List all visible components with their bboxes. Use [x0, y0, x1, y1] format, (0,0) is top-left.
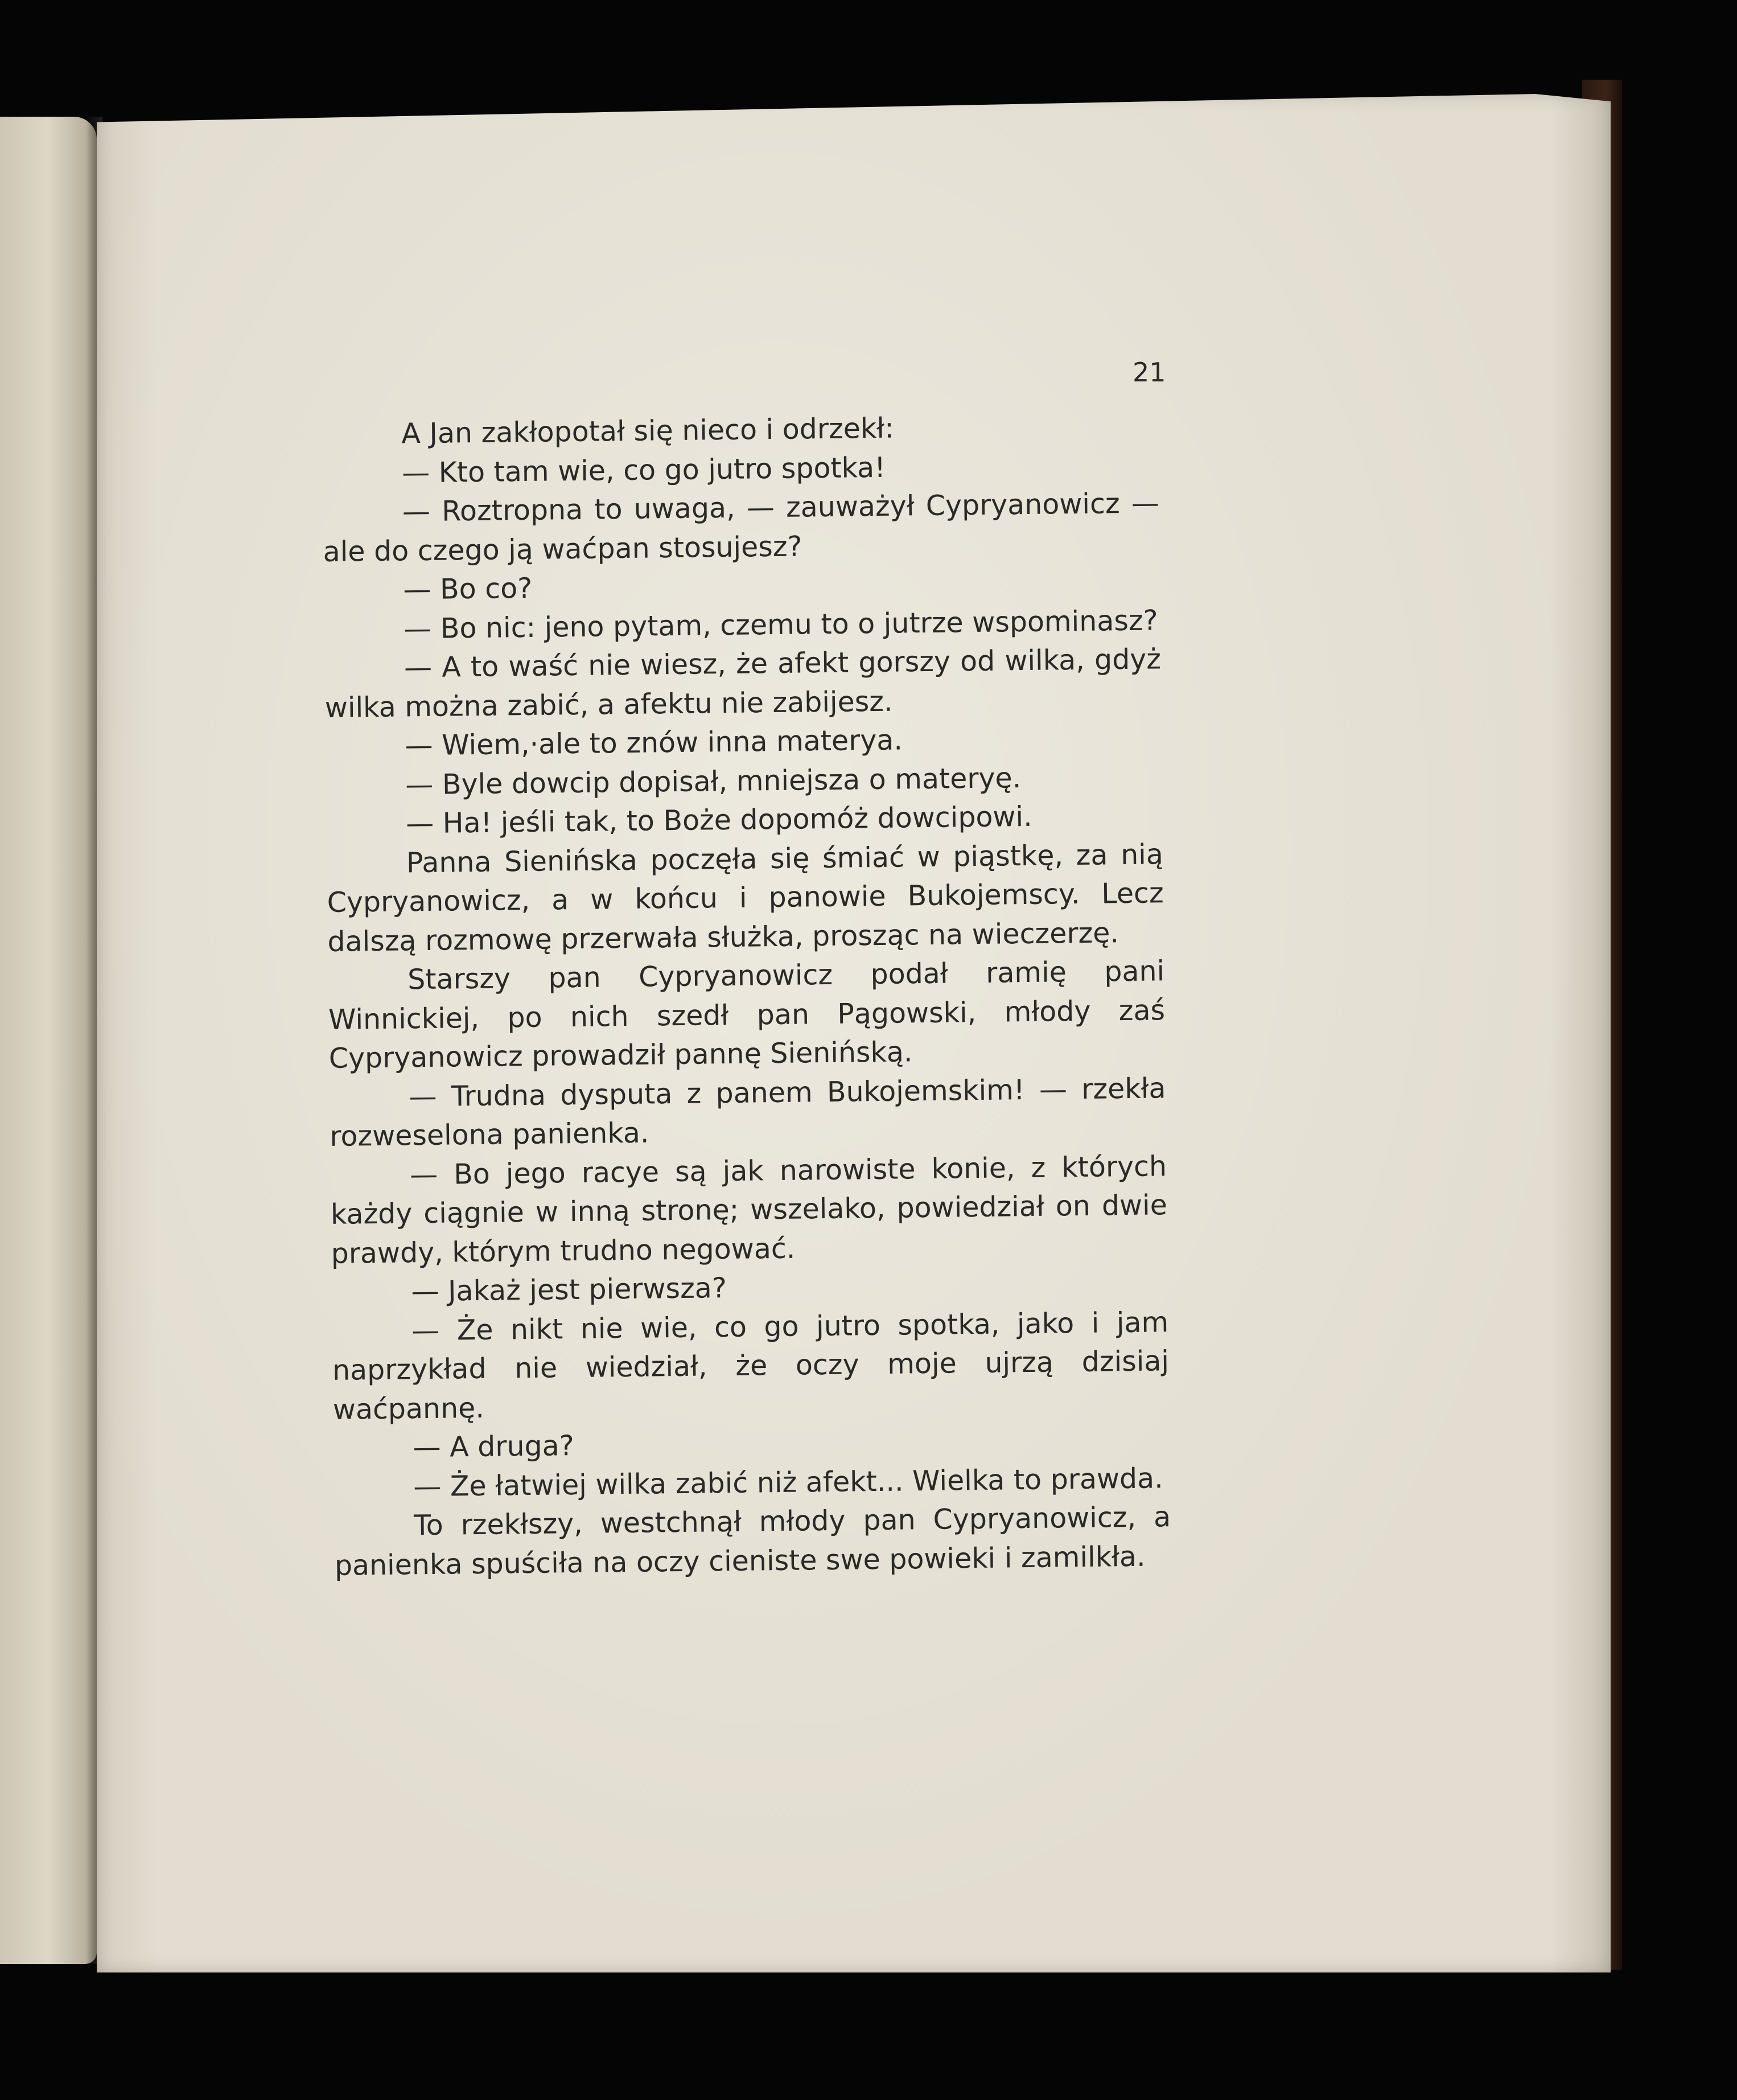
paragraph: — Bo jego racye są jak narowiste konie, z których każdy ciągnie w inną stronę; wszelako, powiedział on dwie prawdy, którym trudno negować. — [330, 1149, 1168, 1270]
paragraph: Starszy pan Cypryanowicz podał ramię pani Winnickiej, po nich szedł pan Pągowski, młody zaś Cypryanowicz prowadził pannę Sienińską. — [328, 955, 1166, 1075]
paragraph: — A druga? — [413, 1429, 575, 1464]
paragraph: — Bo nic: jeno pytam, czemu to o jutrze wspominasz? — [403, 603, 1158, 645]
paragraph: — Trudna dysputa z panem Bukojemskim! — rzekła rozweselona panienka. — [330, 1071, 1166, 1153]
paragraph: To rzekłszy, westchnął młody pan Cypryanowicz, a panienka spuściła na oczy cieniste swe powieki i zamilkła. — [334, 1501, 1171, 1582]
paragraph: — Bo co? — [403, 572, 533, 606]
paragraph: Panna Sienińska poczęła się śmiać w piąstkę, za nią Cypryanowicz, a w końcu i panowie Bukojemscy. Lecz dalszą rozmowę przerwała służka, prosząc na wieczerzę. — [327, 837, 1164, 958]
paragraph: — Że łatwiej wilka zabić niż afekt... Wielka to prawda. — [413, 1461, 1164, 1503]
paragraph: A Jan zakłopotał się nieco i odrzekł: — [401, 412, 894, 450]
left-page — [0, 117, 97, 1964]
page-number: 21 — [1133, 357, 1166, 388]
paragraph: — Że nikt nie wie, co go jutro spotka, jako i jam naprzykład nie wiedział, że oczy moje ujrzą dzisiaj waćpannę. — [332, 1305, 1170, 1426]
paragraph: — Kto tam wie, co go jutro spotka! — [401, 451, 886, 489]
paragraph: — Jakaż jest pierwsza? — [411, 1272, 727, 1308]
paragraph: — Wiem,·ale to znów inna materya. — [405, 724, 903, 762]
paragraph: — Roztropna to uwaga, — zauważył Cypryanowicz — ale do czego ją waćpan stosujesz? — [323, 487, 1160, 568]
page-text — [322, 406, 1171, 1585]
paragraph: — A to waść nie wiesz, że afekt gorszy od wilka, gdyż wilka można zabić, a afektu nie zabijesz. — [324, 643, 1162, 724]
paragraph: — Byle dowcip dopisał, mniejsza o materyę. — [405, 761, 1022, 801]
paragraph: — Ha! jeśli tak, to Boże dopomóż dowcipowi. — [405, 800, 1032, 840]
